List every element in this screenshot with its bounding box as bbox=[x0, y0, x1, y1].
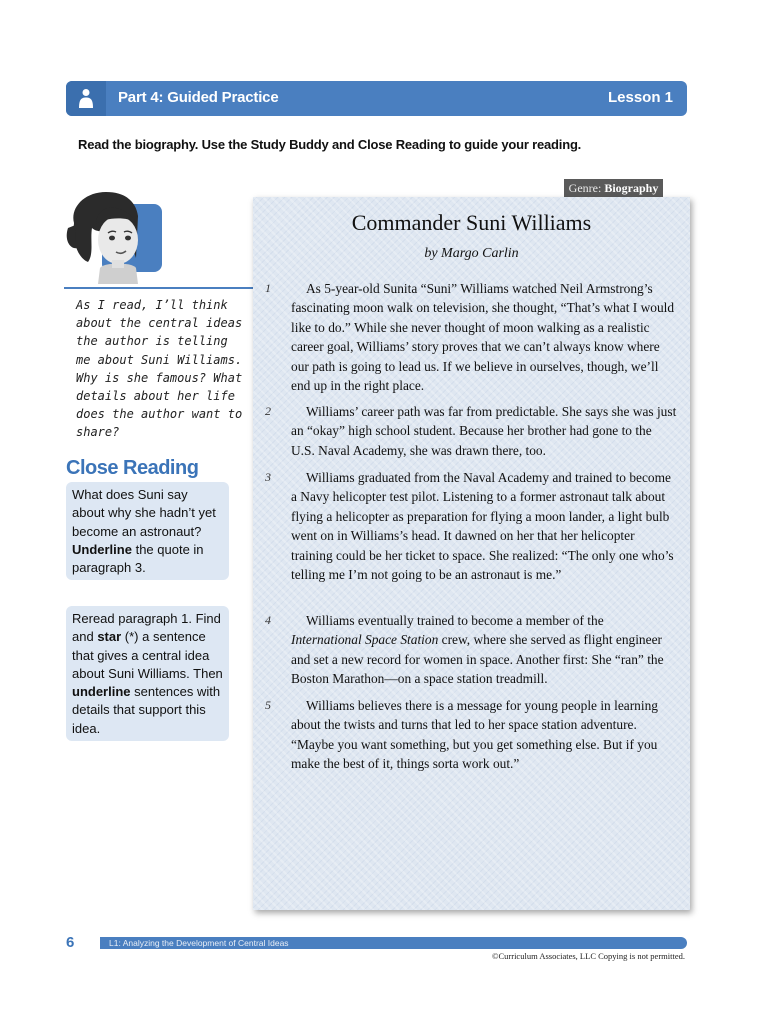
close-reading-heading: Close Reading bbox=[66, 457, 199, 479]
article-title: Commander Suni Williams bbox=[351, 210, 592, 235]
paragraph-italic: International Space Station bbox=[291, 632, 439, 648]
genre-label: Genre: bbox=[568, 181, 602, 195]
article-byline: by Margo Carlin bbox=[424, 246, 519, 261]
footer-bar bbox=[100, 937, 687, 949]
paragraph-text-before: Williams eventually trained to become a member of the bbox=[306, 613, 604, 628]
cr2-text2: (*) a sentence that gives a central idea about Suni Williams. Then bbox=[72, 629, 223, 681]
lesson-header-bar bbox=[66, 81, 687, 116]
paragraph-text: Williams graduated from the Naval Academy and trained to become a Navy helicopter test pilot. Listening to a former astronaut talk about flying a helicopter as preparation for flying a moon lander, a light bulb went on in Williams’s head. It dawned on her that her helicopter training could be her ticket to space. She realized: “The only one who’s telling me I’m not going to be an astronaut is me.” bbox=[291, 470, 674, 583]
close-reading-box-2 bbox=[66, 606, 229, 741]
study-buddy-note: As I read, I’ll think about the central ideas the author is telling me about Suni Williams. Why is she famous? What details about her life does the author want to share? bbox=[76, 298, 243, 440]
instructions-text: Read the biography. Use the Study Buddy and Close Reading to guide your reading. bbox=[78, 137, 582, 152]
lesson-label: Lesson 1 bbox=[607, 89, 673, 106]
cr1-bold: Underline bbox=[72, 541, 132, 557]
copyright-notice: ©Curriculum Associates, LLC Copying is not permitted. bbox=[492, 951, 685, 961]
genre-tag bbox=[564, 179, 663, 197]
paragraph-1 bbox=[265, 279, 677, 395]
paragraph-text: As 5-year-old Sunita “Suni” Williams watched Neil Armstrong’s fascinating moon walk on television, she thought, “That’s what I would like to do.” While she never thought of moon walking as a realistic career goal, Williams’ story proves that we can’t always know where our path is going to lead us. If we believe in ourselves, though, we’ll end up in the right place. bbox=[291, 281, 675, 394]
section-title: Part 4: Guided Practice bbox=[118, 89, 279, 106]
paragraph-number: 4 bbox=[265, 613, 271, 627]
close-reading-box-1 bbox=[66, 482, 229, 580]
paragraph-3 bbox=[265, 468, 677, 584]
article-panel bbox=[253, 197, 690, 910]
paragraph-number: 3 bbox=[265, 470, 271, 484]
genre-value: Biography bbox=[604, 181, 659, 195]
cr1-text-after: the quote in paragraph 3. bbox=[72, 541, 204, 576]
paragraph-5 bbox=[265, 696, 677, 774]
paragraph-4 bbox=[265, 611, 677, 689]
paragraph-number: 2 bbox=[265, 404, 271, 418]
paragraph-text: Williams believes there is a message for young people in learning about the twists and turns that led to her space station adventure. “Maybe you want something, but you get something else. But if you make the best of it, things sorta work out.” bbox=[291, 698, 658, 772]
footer-lesson-label: L1: Analyzing the Development of Central Ideas bbox=[109, 938, 289, 948]
paragraph-text: Williams’ career path was far from predictable. She says she was just an “okay” high school student. Because her brother had gone to the U.S. Naval Academy, she was drawn there, too. bbox=[291, 404, 677, 458]
paragraph-number: 5 bbox=[265, 698, 271, 712]
page-number: 6 bbox=[66, 934, 75, 951]
sidebar-divider bbox=[64, 287, 254, 289]
person-icon bbox=[66, 81, 106, 116]
cr2-bold2: underline bbox=[72, 684, 131, 700]
cr2-bold1: star bbox=[97, 629, 122, 645]
paragraph-text-after: crew, where she served as flight engineer and set a new record for women in space. Another first: She “ran” the Boston Marathon—on a space station treadmill. bbox=[291, 632, 664, 687]
cr2-text3: sentences with details that support this idea. bbox=[72, 684, 221, 736]
cr1-text-before: What does Suni say about why she hadn’t yet become an astronaut? bbox=[72, 487, 216, 539]
paragraph-number: 1 bbox=[265, 281, 271, 295]
cr2-text1: Reread paragraph 1. Find and bbox=[72, 611, 221, 645]
study-buddy-avatar bbox=[64, 188, 164, 288]
paragraph-2 bbox=[265, 402, 677, 460]
